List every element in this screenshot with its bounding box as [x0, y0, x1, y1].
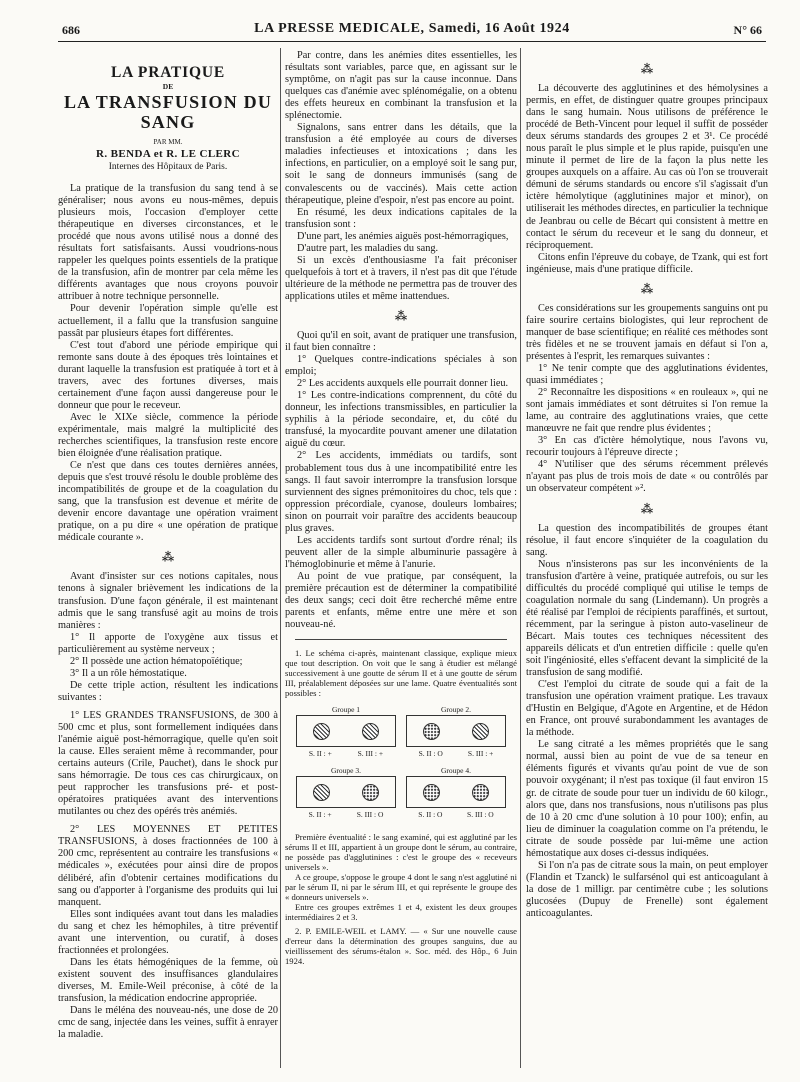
paragraph: C'est tout d'abord une période empirique qui remonte sans doute à des époques très lointaines et durant laquelle la transfusion est pratiquée à tort et à travers, avec des fortunes diverses, mais certainement d'une façon aussi dangereuse pour le donneur que pour le receveur.: [58, 339, 278, 411]
slide: [406, 776, 506, 808]
serum-result: S. II : O: [418, 810, 443, 820]
serum-result: S. III : O: [356, 810, 384, 820]
paragraph: Dans les états hémogéniques de la femme, où existent souvent des insuffisances glandulaires diverses, M. Emile-Weil préconise, à côté de la transfusion, la médication endocrine appropriée.: [58, 956, 278, 1004]
journal-title: LA PRESSE MEDICALE, Samedi, 16 Août 1924: [254, 21, 570, 36]
paragraph: Pour devenir l'opération simple qu'elle est actuellement, il a fallu que la transfusion sanguine passât par plusieurs étapes fort différentes.: [58, 303, 278, 339]
paragraph: 2° Les accidents auxquels elle pourrait donner lieu.: [297, 378, 509, 390]
paragraph: 2° Les accidents, immédiats ou tardifs, sont probablement tous dus à une incompatibilité entre les sangs. Il faut savoir interrompre la transfusion lorsque surviennent des signes prémonitoires du choc, tels que : oppression précordiale, cyanose, douleurs lombaires; sinon on pourrait voir paraître des accidents beaucoup plus graves.: [285, 450, 517, 534]
homogeneous-drop: [423, 784, 440, 801]
serum-result: S. III : +: [467, 749, 494, 759]
paragraph: Dans le méléna des nouveau-nés, une dose de 20 cmc de sang, injectée dans les veines, suffit à enrayer la maladie.: [58, 1005, 278, 1041]
paragraph: Ces considérations sur les groupements sanguins ont pu faire sourire certains biologistes, qui leur reprochent de manquer de base scientifique; en réalité ces méthodes sont très fidèles et ne se trouvent jamais en défaut si l'on a, présentes à l'esprit, les remarques suivantes :: [526, 302, 768, 362]
paragraph: 1° Les contre-indications comprennent, du côté du donneur, les infections transmissibles, en particulier la syphilis à la période secondaire, et, du côté du transfusé, la myocardite pouvant amener une dilatation aiguë du cœur.: [285, 390, 517, 450]
figure-row: [296, 704, 506, 765]
paragraph: Signalons, sans entrer dans les détails, que la transfusion a été employée au cours de diverses maladies infectieuses et intoxications ; dans les infections, en particulier, on a employé soit le sang pur, soit le sang de donneurs immunisés (sang de convalescents ou de vaccinés). Mais cette action thérapeutique, pleine d'espoir, n'est pas encore au point.: [285, 122, 517, 206]
section-stars: ⁂: [394, 308, 408, 323]
serum-result: S. III : +: [357, 749, 384, 759]
paragraph: Par contre, dans les anémies dites essentielles, les résultats sont variables, parce que, en agissant sur le symptôme, on n'agit pas sur la cause inconnue. Dans quelques cas d'anémie avec splénomégalie, on a obtenu des effets heureux en combinant la transfusion et la splénectomie.: [285, 50, 517, 122]
paragraph: Le sang citraté a les mêmes propriétés que le sang normal, aussi bien au point de vue de sa teneur en éléments figurés et vivants qu'au point de vue de son pouvoir oxygénant; il n'est pas toxique (il faut environ 15 gr. de citrate de soude pour tuer un individu de 60 kilogr., alors que, dans nos transfusions, nous n'utilisons pas plus de 10 à 20 cmc d'une solution à 10 pour 100); enfin, au lieu de diminuer la coagulation comme on l'a prétendu, le citrate de soude possède par lui-même une action hémostatique aux doses ci-dessus indiquées.: [526, 739, 768, 859]
paragraph: Elles sont indiquées avant tout dans les maladies du sang et chez les hémophiles, à titre préventif avant une intervention, ou curatif, à doses fractionnées et prolongées.: [58, 908, 278, 956]
issue-number: N° 66: [733, 23, 762, 37]
footnote: Entre ces groupes extrêmes 1 et 4, existent les deux groupes intermédiaires 2 et 3.: [285, 902, 517, 923]
authors: R. BENDA et R. LE CLERC: [96, 148, 240, 160]
paragraph: Nous n'insisterons pas sur les inconvénients de la transfusion d'artère à veine, pratiquée autrefois, ou sur les difficultés du procédé compliqué qui utilise le temps de coagulation normale du sang (Lindemann). Un progrès a été réalisé par l'emploi de récipients paraffinés, et surtout, récemment, par la seringue à piston auto-vaselineur de Bécart. Mais toutes ces techniques nécessitent des appareils délicats et d'un entretien difficile : quelle qu'en soit l'ingéniosité, elles s'effacent devant la simplicité de la transfusion de sang modifié.: [526, 558, 768, 679]
group-label: Groupe 2.: [441, 705, 471, 715]
group-label: Groupe 3.: [331, 766, 361, 776]
column-divider: [520, 48, 521, 1068]
section-stars: ⁂: [640, 281, 654, 296]
paragraph: Citons enfin l'épreuve du cobaye, de Tzank, qui est fort ingénieuse, mais d'une pratique difficile.: [526, 251, 768, 275]
agglutinated-drop: [472, 723, 489, 740]
paragraph: C'est l'emploi du citrate de soude qui a fait de la transfusion une opération vraiment pratique. Les travaux d'Hustin en Belgique, d'Agote en Argentine, et de Hédon en France, ont prouvé surabondamment les avantages de la méthode.: [526, 679, 768, 739]
homogeneous-drop: [362, 784, 379, 801]
paragraph: En résumé, les deux indications capitales de la transfusion sont :: [285, 206, 517, 230]
article-title-line1: LA PRATIQUE: [110, 64, 225, 81]
paragraph: D'autre part, les maladies du sang.: [297, 242, 439, 254]
paragraph: Ce n'est que dans ces toutes dernières années, depuis que s'est trouvé résolu le double problème des incompatibilités de groupe et de la coagulation du sang, que la transfusion est devenue et mérite de devenir encore davantage une opération vraiment pratique, on a pu dire « une opération de pratique médicale courante ».: [58, 460, 278, 544]
footnote-rule: [295, 639, 507, 640]
column-2: [285, 50, 517, 1068]
slide: [406, 715, 506, 747]
article-title-line2: LA TRANSFUSION DU SANG: [63, 92, 273, 132]
paragraph: La découverte des agglutinines et des hémolysines a permis, en effet, de distinguer quatre groupes principaux dans le sang humain. Nous utilisons de préférence le procédé de Beth-Vincent pour lequel il suffit de posséder deux sérums standards des groupes 2 et 3¹. Ce procédé nous paraît le plus simple et le plus rapide, puisqu'en une minute il permet de lire de la façon la plus nette les groupes auxquels on a affaire. Au cas où l'on se trouverait démuni de sérums standards ou encore s'il s'agissait d'un ictère hémolytique (agglutinines major et minor), on utiliserait les méthodes directes, en particulier la technique de Jeanbrau ou celle de Bécart qui consistent à mettre en contact le sérum du receveur et le sang du donneur, et réciproquement.: [526, 83, 768, 251]
affiliation: Internes des Hôpitaux de Paris.: [108, 162, 228, 172]
agglutinated-drop: [362, 723, 379, 740]
paragraph: Avant d'insister sur ces notions capitales, nous tenons à signaler brièvement les indications de la transfusion. D'une façon générale, il est maintenant admis que le sang transfusé agit au moins de trois manières :: [58, 571, 278, 631]
group-3: [296, 765, 396, 826]
paragraph: 4° N'utiliser que des sérums récemment prélevés n'ayant pas plus de trois mois de date « ou contrôlés par un observateur compétent »².: [526, 459, 768, 495]
blood-group-figure: [296, 704, 506, 826]
agglutinated-drop: [313, 784, 330, 801]
byline-par: PAR MM.: [153, 138, 183, 146]
footnote: 1. Le schéma ci-après, maintenant classique, explique mieux que tout description. On voit que le sang à étudier est mélangé successivement à une goutte de sérum II et à une goutte de sérum III, préalablement déposées sur une lame. Quatre éventualités sont possibles :: [285, 648, 517, 699]
agglutinated-drop: [313, 723, 330, 740]
paragraph: 2° Reconnaître les dispositions « en rouleaux », qui ne sont jamais immédiates et sont détruites si l'on remue la lame, au contraire des agglutinations vraies, que cette manœuvre ne fait que rendre plus évidentes ;: [526, 387, 768, 435]
paragraph: 3° En cas d'ictère hémolytique, nous l'avons vu, recourir toujours à l'épreuve directe ;: [526, 435, 768, 459]
paragraph: 2° Il possède une action hématopoïétique;: [70, 655, 243, 667]
group-4: [406, 765, 506, 826]
paragraph: Si un excès d'enthousiasme l'a fait préconiser quelquefois à tort et à travers, il n'est pas dit que l'étude ultérieure de la méthode ne permettra pas de trouver des applications utiles et même inattendues.: [285, 254, 517, 302]
serum-result: S. II : O: [418, 749, 443, 759]
page-number: 686: [62, 23, 80, 37]
group-label: Groupe 1: [331, 705, 361, 715]
paragraph: 1° LES GRANDES TRANSFUSIONS, de 300 à 500 cmc et plus, sont formellement indiquées dans l'anémie aiguë post-hémorragique, quelle qu'en soit la cause. Elles seraient même à recommander, pour certains auteurs (Crile, Pauchet), dans le shock pur sans hémorragie. De tous ces cas chirurgicaux, on peut rapprocher les transfusions pré- et post-opératoires pratiquées avant des interventions mutilantes ou chez des opérés très anémiés.: [58, 709, 278, 818]
group-2: [406, 704, 506, 765]
paragraph: 1° Ne tenir compte que des agglutinations évidentes, quasi immédiates ;: [526, 362, 768, 387]
footnotes: [285, 648, 517, 966]
group-label: Groupe 4.: [441, 766, 471, 776]
article-title-de: DE: [162, 82, 174, 91]
group-1: [296, 704, 396, 765]
figure-row: [296, 765, 506, 826]
paragraph: 1° Il apporte de l'oxygène aux tissus et particulièrement au système nerveux ;: [58, 631, 278, 655]
column-3: [526, 50, 768, 1068]
serum-result: S. II : +: [308, 810, 332, 820]
paragraph: 3° Il a un rôle hémostatique.: [70, 667, 187, 679]
paragraph: Les accidents tardifs sont surtout d'ordre rénal; ils peuvent aller de la simple albuminurie passagère à l'hémoglobinurie et même à l'anurie.: [285, 534, 517, 570]
paragraph: Quoi qu'il en soit, avant de pratiquer une transfusion, il faut bien connaître :: [285, 329, 517, 354]
paragraph: 1° Quelques contre-indications spéciales à son emploi;: [285, 354, 517, 378]
page-header: [62, 20, 762, 40]
paragraph: Au point de vue pratique, par conséquent, la première précaution est de déterminer la compatibilité des deux sangs; ceci doit être recherché même entre parents et enfants, même entre une mère et son nouveau-né.: [285, 570, 517, 631]
homogeneous-drop: [423, 723, 440, 740]
section-stars: ⁂: [640, 62, 654, 76]
paragraph: De cette triple action, résultent les indications suivantes :: [58, 679, 278, 703]
serum-result: S. III : O: [467, 810, 494, 820]
homogeneous-drop: [472, 784, 489, 801]
section-stars: ⁂: [161, 550, 175, 565]
slide: [296, 776, 396, 808]
column-divider: [280, 48, 281, 1068]
paragraph: La pratique de la transfusion du sang tend à se généraliser; nous avons eu nous-mêmes, depuis plusieurs mois, l'occasion d'employer cette thérapeutique en diverses circonstances, et le procédé que nous avons utilisé nous a donné des résultats fort satisfaisants. Aussi voudrions-nous rappeler les quelques points essentiels de la pratique de la transfusion, afin de montrer par cela même les différents avantages que nous croyons pouvoir attribuer à notre technique personnelle.: [58, 183, 278, 303]
paragraph: La question des incompatibilités de groupes étant résolue, il faut encore s'inquiéter de la coagulation du sang.: [526, 522, 768, 558]
section-stars: ⁂: [640, 501, 654, 516]
header-rule: [58, 41, 766, 42]
serum-result: S. II : +: [308, 749, 332, 759]
slide: [296, 715, 396, 747]
footnote: Première éventualité : le sang examiné, qui est agglutiné par les sérums II et III, appartient à un groupe dont le sérum, au contraire, ne possède pas d'agglutinines : c'est le groupe des « receveurs universels ».: [285, 832, 517, 873]
paragraph: D'une part, les anémies aiguës post-hémorragiques,: [297, 230, 509, 242]
footnote: A ce groupe, s'oppose le groupe 4 dont le sang n'est agglutiné ni par le sérum II, ni par le sérum III, et qui représente le groupe des « donneurs universels ».: [285, 872, 517, 903]
footnote: 2. P. EMILE-WEIL et LAMY. — « Sur une nouvelle cause d'erreur dans la détermination des groupes sanguins, due au vieillissement des sérums-étalon ». Soc. méd. des Hôp., 6 Juin 1924.: [285, 926, 517, 967]
column-1: [58, 50, 278, 1068]
paragraph: Avec le XIXe siècle, commence la période expérimentale, mais malgré la multiplicité des recherches scientifiques, la transfusion reste encore bien éloignée d'une réalisation pratique.: [58, 411, 278, 460]
paragraph: Si l'on n'a pas de citrate sous la main, on peut employer (Flandin et Tzanck) le sulfarsénol qui est anticoagulant à la dose de 1 milligr. par centimètre cube ; les solutions glucosées (Dupuy de Frenelle) sont également anticoagulantes.: [526, 859, 768, 919]
paragraph: 2° LES MOYENNES ET PETITES TRANSFUSIONS, à doses fractionnées de 100 à 200 cmc, représentent au contraire les transfusions « médicales », exécutées pour ainsi dire de propos délibéré, afin d'obtenir certaines modifications du sang ou d'apporter à l'organisme des produits qui lui manquent.: [58, 824, 278, 908]
